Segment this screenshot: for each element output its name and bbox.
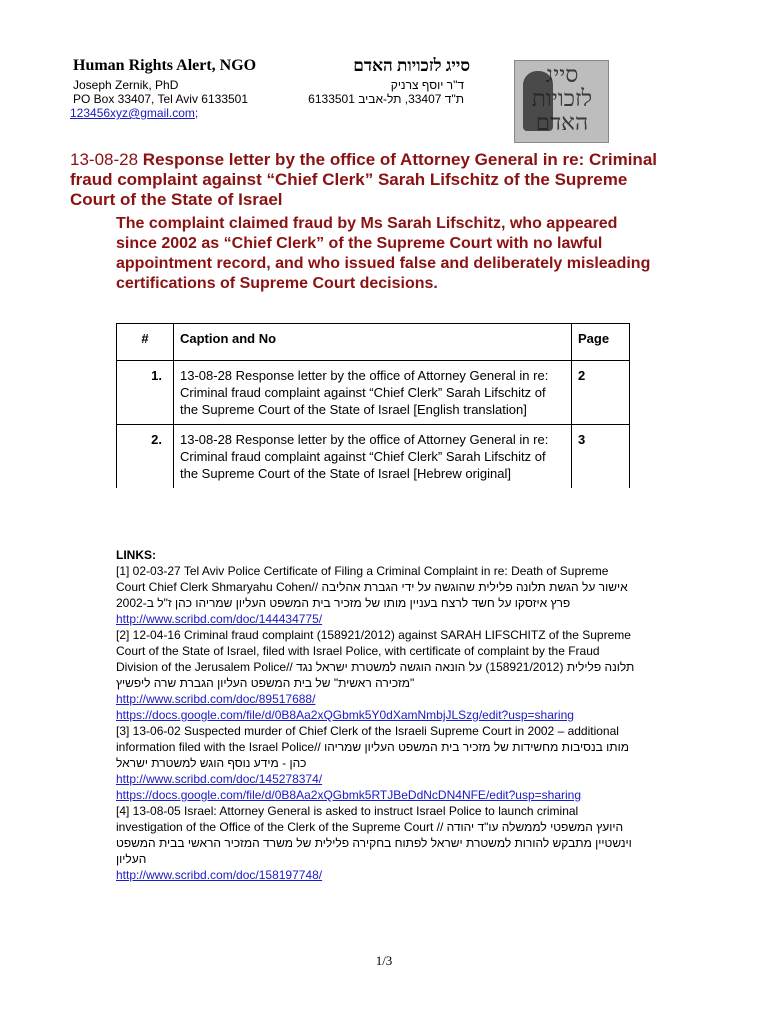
row-number: 1.: [117, 361, 174, 425]
document-summary: The complaint claimed fraud by Ms Sarah Lifschitz, who appeared since 2002 as “Chief Clerk” of the Supreme Court with no lawful appointment record, and who issued false and deliberately misleading certifications of Supreme Court decisions.: [116, 215, 651, 292]
links-section: [116, 547, 636, 883]
document-title: [70, 150, 670, 210]
row-number: 2.: [117, 425, 174, 489]
link-entry-2-url-scribd[interactable]: http://www.scribd.com/doc/89517688/: [116, 692, 316, 706]
link-entry-2-url-google[interactable]: https://docs.google.com/file/d/0B8Aa2xQGbmk5Y0dXamNmbjJLSzg/edit?usp=sharing: [116, 708, 574, 722]
logo-text: סייג לזכויות האדם: [531, 62, 593, 135]
column-header-caption: Caption and No: [174, 324, 572, 361]
address-hebrew: ת"ד 33407, תל-אביב 6133501: [308, 92, 464, 106]
link-entry-2-hebrew: תלונה פלילית (158921/2012) על הונאה הוגשה למשטרת ישראל נגד "מזכירה ראשית" של בית המשפט העליון הגברת שרה ליפשיץ: [116, 660, 635, 690]
email-link[interactable]: 123456xyz@gmail.com: [70, 106, 195, 120]
email-line: [70, 106, 198, 120]
row-caption: 13-08-28 Response letter by the office of Attorney General in re: Criminal fraud complaint against “Chief Clerk” Sarah Lifschitz of the Supreme Court of the State of Israel [Hebrew original]: [174, 425, 572, 489]
column-header-page: Page: [572, 324, 630, 361]
link-entry-4-hebrew: היועץ המשפטי לממשלה עו"ד יהודה וינשטיין מתבקש להורות למשטרת ישראל לפתוח בחקירה פלילית של משרד המזכיר הראשי בבית המשפט העליון: [116, 820, 632, 866]
column-header-number: #: [117, 324, 174, 361]
link-entry-1-description: [1] 02-03-27 Tel Aviv Police Certificate of Filing a Criminal Complaint in re: Death of Supreme Court Chief Clerk Shmaryahu Cohen// אישור על הגשת תלונה פלילית שהוגשה על ידי הגברת אהליבה פרץ איזסקו על חשד לרצח בעניין מותו של מזכיר בית המשפט העליון שמריהו כהן ז"ל ב-2002: [116, 564, 628, 610]
person-name-english: Joseph Zernik, PhD: [73, 78, 179, 92]
link-entry-2-description: [2] 12-04-16 Criminal fraud complaint (158921/2012) against SARAH LIFSCHITZ of the Supreme Court of the State of Israel, filed with Israel Police, with certificate of complaint by the Fraud Division of the Jerusalem Police// תלונה פלילית (158921/2012) על הונאה הוגשה למשטרת ישראל נגד "מזכירה ראשית" של בית המשפט העליון הגברת שרה ליפשיץ: [116, 628, 635, 690]
link-entry-3-description: [3] 13-06-02 Suspected murder of Chief Clerk of the Israeli Supreme Court in 2002 – additional information filed with the Israel Police// מותו בנסיבות מחשידות של מזכיר בית המשפט העליון שמריהו כהן - מידע נוסף הוגש למשטרת ישראל: [116, 724, 629, 770]
title-text: Response letter by the office of Attorney General in re: Criminal fraud complaint against “Chief Clerk” Sarah Lifschitz of the Supreme Court of the State of Israel: [70, 150, 657, 209]
address-english: PO Box 33407, Tel Aviv 6133501: [73, 92, 249, 106]
row-page: 2: [572, 361, 630, 425]
page-number: 1/3: [375, 953, 393, 968]
link-entry-3-hebrew: מותו בנסיבות מחשידות של מזכיר בית המשפט העליון שמריהו כהן - מידע נוסף הוגש למשטרת ישראל: [116, 740, 629, 770]
link-entry-3-url-scribd[interactable]: http://www.scribd.com/doc/145278374/: [116, 772, 323, 786]
row-page: 3: [572, 425, 630, 489]
link-entry-4-url[interactable]: http://www.scribd.com/doc/158197748/: [116, 868, 323, 882]
email-suffix: ;: [194, 106, 199, 120]
link-entry-3-url-google[interactable]: https://docs.google.com/file/d/0B8Aa2xQGbmk5RTJBeDdNcDN4NFE/edit?usp=sharing: [116, 788, 582, 802]
table-row: [117, 361, 630, 425]
table-header-row: [117, 324, 630, 361]
title-date: 13-08-28: [70, 150, 139, 169]
link-entry-4-description: [4] 13-08-05 Israel: Attorney General is asked to instruct Israel Police to launch criminal investigation of the Office of the Clerk of the Supreme Court // היועץ המשפטי לממשלה עו"ד יהודה וינשטיין מתבקש להורות למשטרת ישראל לפתוח בחקירה פלילית של משרד המזכיר הראשי בבית המשפט העליון: [116, 804, 632, 866]
row-caption: 13-08-28 Response letter by the office of Attorney General in re: Criminal fraud complaint against “Chief Clerk” Sarah Lifschitz of the Supreme Court of the State of Israel [English translation]: [174, 361, 572, 425]
person-name-hebrew: ד"ר יוסף צרניק: [390, 78, 464, 92]
table-row: [117, 425, 630, 489]
link-entry-1-hebrew: אישור על הגשת תלונה פלילית שהוגשה על ידי הגברת אהליבה פרץ איזסקו על חשד לרצח בעניין מותו של מזכיר בית המשפט העליון שמריהו כהן ז"ל ב-2002: [116, 580, 628, 610]
org-name-english: Human Rights Alert, NGO: [73, 57, 257, 74]
organization-logo: [514, 60, 609, 143]
links-heading: LINKS:: [116, 548, 156, 562]
contents-table: [116, 323, 630, 488]
link-entry-1-url[interactable]: http://www.scribd.com/doc/144434775/: [116, 612, 323, 626]
org-name-hebrew: סייג לזכויות האדם: [353, 56, 470, 75]
